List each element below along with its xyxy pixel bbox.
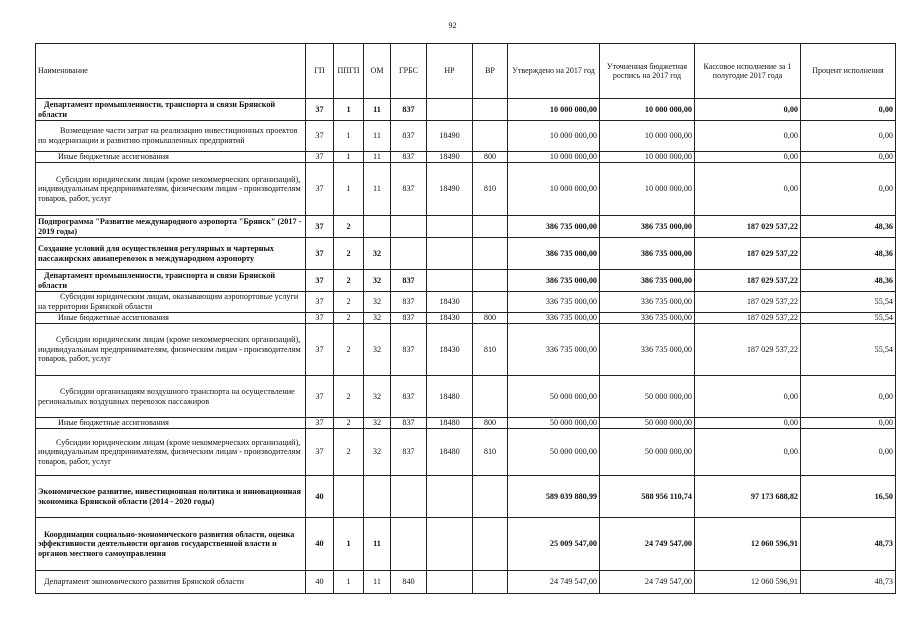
cell-om: 11 (364, 121, 391, 152)
page-number: 92 (448, 21, 457, 30)
header-vr: ВР (473, 44, 508, 99)
cell-gp: 40 (306, 571, 334, 594)
cell-nr (427, 238, 473, 270)
cell-vr (473, 571, 508, 594)
cell-percent: 0,00 (801, 152, 896, 163)
cell-ppgp (334, 476, 364, 518)
cell-vr (473, 238, 508, 270)
cell-grbs: 837 (391, 313, 427, 324)
cell-name: Субсидии организациям воздушного транспорта на осуществление региональных воздушных перевозок пассажиров (36, 376, 306, 418)
cell-om: 11 (364, 518, 391, 571)
cell-percent: 0,00 (801, 376, 896, 418)
table-row (36, 571, 896, 594)
table-row (36, 216, 896, 238)
cell-name: Субсидии юридическим лицам (кроме некоммерческих организаций), индивидуальным предпринимателям, физическим лицам - производителям товаров, работ, услуг (36, 163, 306, 216)
cell-cash: 187 029 537,22 (695, 238, 801, 270)
cell-cash: 0,00 (695, 429, 801, 476)
header-approved: Утверждено на 2017 год (508, 44, 600, 99)
table-row (36, 121, 896, 152)
cell-refined: 10 000 000,00 (600, 152, 695, 163)
cell-percent: 48,36 (801, 238, 896, 270)
cell-ppgp: 1 (334, 571, 364, 594)
cell-nr: 18490 (427, 121, 473, 152)
cell-nr: 18480 (427, 418, 473, 429)
cell-cash: 187 029 537,22 (695, 313, 801, 324)
cell-cash: 0,00 (695, 152, 801, 163)
cell-percent: 0,00 (801, 163, 896, 216)
cell-approved: 50 000 000,00 (508, 376, 600, 418)
cell-om: 11 (364, 163, 391, 216)
cell-grbs: 837 (391, 270, 427, 292)
cell-cash: 0,00 (695, 418, 801, 429)
cell-percent: 48,73 (801, 571, 896, 594)
table-row (36, 418, 896, 429)
cell-ppgp: 2 (334, 418, 364, 429)
cell-gp: 37 (306, 313, 334, 324)
cell-percent: 48,36 (801, 270, 896, 292)
table-row (36, 376, 896, 418)
cell-refined: 24 749 547,00 (600, 518, 695, 571)
cell-grbs (391, 216, 427, 238)
cell-refined: 336 735 000,00 (600, 292, 695, 313)
cell-name: Подпрограмма "Развитие международного аэропорта "Брянск" (2017 - 2019 годы) (36, 216, 306, 238)
cell-om (364, 476, 391, 518)
cell-refined: 10 000 000,00 (600, 99, 695, 121)
cell-ppgp: 1 (334, 163, 364, 216)
cell-grbs (391, 518, 427, 571)
cell-refined: 50 000 000,00 (600, 418, 695, 429)
table-row (36, 163, 896, 216)
header-nr: НР (427, 44, 473, 99)
cell-ppgp: 1 (334, 121, 364, 152)
cell-vr: 800 (473, 152, 508, 163)
cell-nr: 18490 (427, 163, 473, 216)
cell-grbs: 837 (391, 152, 427, 163)
cell-om: 32 (364, 376, 391, 418)
cell-om: 32 (364, 429, 391, 476)
cell-approved: 24 749 547,00 (508, 571, 600, 594)
table-row (36, 238, 896, 270)
cell-gp: 40 (306, 476, 334, 518)
cell-om: 32 (364, 270, 391, 292)
cell-om (364, 216, 391, 238)
cell-cash: 97 173 688,82 (695, 476, 801, 518)
cell-approved: 50 000 000,00 (508, 429, 600, 476)
cell-nr (427, 270, 473, 292)
table-row (36, 313, 896, 324)
cell-refined: 336 735 000,00 (600, 313, 695, 324)
cell-vr (473, 292, 508, 313)
cell-grbs: 837 (391, 163, 427, 216)
cell-name: Иные бюджетные ассигнования (36, 152, 306, 163)
cell-refined: 386 735 000,00 (600, 238, 695, 270)
cell-vr: 810 (473, 163, 508, 216)
cell-approved: 50 000 000,00 (508, 418, 600, 429)
table-row (36, 270, 896, 292)
cell-ppgp: 2 (334, 292, 364, 313)
header-name: Наименование (36, 44, 306, 99)
cell-vr (473, 99, 508, 121)
cell-grbs: 837 (391, 429, 427, 476)
table-row (36, 324, 896, 376)
cell-om: 32 (364, 418, 391, 429)
cell-approved: 10 000 000,00 (508, 152, 600, 163)
cell-nr: 18480 (427, 376, 473, 418)
cell-om: 11 (364, 152, 391, 163)
cell-approved: 386 735 000,00 (508, 238, 600, 270)
cell-refined: 588 956 110,74 (600, 476, 695, 518)
cell-vr: 810 (473, 429, 508, 476)
cell-vr: 800 (473, 418, 508, 429)
header-refined: Уточненная бюджетная роспись на 2017 год (600, 44, 695, 99)
cell-cash: 0,00 (695, 121, 801, 152)
cell-cash: 187 029 537,22 (695, 292, 801, 313)
cell-name: Департамент промышленности, транспорта и связи Брянской области (36, 99, 306, 121)
cell-om: 11 (364, 571, 391, 594)
cell-approved: 10 000 000,00 (508, 99, 600, 121)
cell-nr: 18430 (427, 313, 473, 324)
cell-nr (427, 571, 473, 594)
cell-nr: 18430 (427, 292, 473, 313)
cell-grbs: 840 (391, 571, 427, 594)
cell-gp: 37 (306, 270, 334, 292)
cell-refined: 386 735 000,00 (600, 270, 695, 292)
table-row (36, 429, 896, 476)
table-header-row (36, 44, 896, 99)
header-percent: Процент исполнения (801, 44, 896, 99)
cell-refined: 50 000 000,00 (600, 376, 695, 418)
cell-grbs: 837 (391, 418, 427, 429)
cell-cash: 0,00 (695, 163, 801, 216)
cell-nr: 18490 (427, 152, 473, 163)
cell-ppgp: 2 (334, 313, 364, 324)
cell-ppgp: 2 (334, 429, 364, 476)
cell-ppgp: 2 (334, 324, 364, 376)
cell-cash: 0,00 (695, 99, 801, 121)
cell-gp: 37 (306, 429, 334, 476)
cell-gp: 37 (306, 163, 334, 216)
cell-percent: 16,50 (801, 476, 896, 518)
cell-ppgp: 1 (334, 152, 364, 163)
table-row (36, 292, 896, 313)
cell-percent: 0,00 (801, 99, 896, 121)
cell-nr (427, 476, 473, 518)
cell-om: 32 (364, 324, 391, 376)
cell-gp: 37 (306, 324, 334, 376)
cell-gp: 37 (306, 121, 334, 152)
cell-name: Субсидии юридическим лицам, оказывающим аэропортовые услуги на территории Брянской области (36, 292, 306, 313)
cell-cash: 0,00 (695, 376, 801, 418)
cell-refined: 24 749 547,00 (600, 571, 695, 594)
cell-vr (473, 121, 508, 152)
cell-grbs: 837 (391, 376, 427, 418)
cell-nr (427, 518, 473, 571)
cell-name: Субсидии юридическим лицам (кроме некоммерческих организаций), индивидуальным предпринимателям, физическим лицам - производителям товаров, работ, услуг (36, 324, 306, 376)
cell-name: Создание условий для осуществления регулярных и чартерных пассажирских авиаперевозок в международном аэропорту (36, 238, 306, 270)
cell-name: Субсидии юридическим лицам (кроме некоммерческих организаций), индивидуальным предпринимателям, физическим лицам - производителям товаров, работ, услуг (36, 429, 306, 476)
cell-percent: 55,54 (801, 324, 896, 376)
cell-vr: 800 (473, 313, 508, 324)
cell-refined: 10 000 000,00 (600, 121, 695, 152)
cell-om: 32 (364, 313, 391, 324)
cell-vr: 810 (473, 324, 508, 376)
cell-ppgp: 2 (334, 238, 364, 270)
cell-gp: 37 (306, 216, 334, 238)
cell-nr: 18430 (427, 324, 473, 376)
cell-nr: 18480 (427, 429, 473, 476)
cell-gp: 37 (306, 418, 334, 429)
cell-percent: 0,00 (801, 121, 896, 152)
cell-approved: 10 000 000,00 (508, 121, 600, 152)
cell-approved: 336 735 000,00 (508, 324, 600, 376)
cell-grbs: 837 (391, 121, 427, 152)
cell-name: Иные бюджетные ассигнования (36, 313, 306, 324)
cell-gp: 37 (306, 376, 334, 418)
cell-percent: 48,36 (801, 216, 896, 238)
cell-grbs: 837 (391, 99, 427, 121)
cell-gp: 37 (306, 99, 334, 121)
cell-percent: 0,00 (801, 418, 896, 429)
table-row (36, 476, 896, 518)
cell-refined: 50 000 000,00 (600, 429, 695, 476)
table-row (36, 152, 896, 163)
cell-vr (473, 216, 508, 238)
cell-cash: 187 029 537,22 (695, 270, 801, 292)
cell-gp: 37 (306, 238, 334, 270)
cell-grbs (391, 476, 427, 518)
cell-gp: 37 (306, 152, 334, 163)
cell-vr (473, 518, 508, 571)
cell-om: 32 (364, 238, 391, 270)
cell-name: Экономическое развитие, инвестиционная политика и инновационная экономика Брянской области (2014 - 2020 годы) (36, 476, 306, 518)
cell-refined: 386 735 000,00 (600, 216, 695, 238)
cell-om: 11 (364, 99, 391, 121)
cell-approved: 386 735 000,00 (508, 216, 600, 238)
cell-name: Департамент экономического развития Брянской области (36, 571, 306, 594)
cell-vr (473, 476, 508, 518)
cell-cash: 12 060 596,91 (695, 518, 801, 571)
cell-nr (427, 99, 473, 121)
cell-cash: 187 029 537,22 (695, 324, 801, 376)
cell-grbs (391, 238, 427, 270)
cell-nr (427, 216, 473, 238)
cell-grbs: 837 (391, 292, 427, 313)
header-gp: ГП (306, 44, 334, 99)
cell-ppgp: 2 (334, 270, 364, 292)
budget-table (35, 43, 896, 594)
cell-vr (473, 376, 508, 418)
table-row (36, 99, 896, 121)
cell-gp: 40 (306, 518, 334, 571)
cell-approved: 386 735 000,00 (508, 270, 600, 292)
cell-name: Возмещение части затрат на реализацию инвестиционных проектов по модернизации и развитию промышленных предприятий (36, 121, 306, 152)
cell-approved: 10 000 000,00 (508, 163, 600, 216)
cell-approved: 589 039 880,99 (508, 476, 600, 518)
header-om: ОМ (364, 44, 391, 99)
cell-cash: 187 029 537,22 (695, 216, 801, 238)
cell-approved: 25 009 547,00 (508, 518, 600, 571)
cell-name: Департамент промышленности, транспорта и связи Брянской области (36, 270, 306, 292)
cell-ppgp: 2 (334, 376, 364, 418)
cell-name: Иные бюджетные ассигнования (36, 418, 306, 429)
cell-name: Координация социально-экономического развития области, оценка эффективности деятельности органов государственной власти и органов местного самоуправления (36, 518, 306, 571)
cell-vr (473, 270, 508, 292)
cell-ppgp: 1 (334, 99, 364, 121)
cell-percent: 55,54 (801, 292, 896, 313)
header-cash: Кассовое исполнение за 1 полугодие 2017 года (695, 44, 801, 99)
cell-ppgp: 1 (334, 518, 364, 571)
cell-percent: 48,73 (801, 518, 896, 571)
table-row (36, 518, 896, 571)
cell-ppgp: 2 (334, 216, 364, 238)
cell-percent: 0,00 (801, 429, 896, 476)
header-ppgp: ППГП (334, 44, 364, 99)
cell-refined: 10 000 000,00 (600, 163, 695, 216)
cell-gp: 37 (306, 292, 334, 313)
cell-grbs: 837 (391, 324, 427, 376)
cell-approved: 336 735 000,00 (508, 313, 600, 324)
cell-refined: 336 735 000,00 (600, 324, 695, 376)
cell-om: 32 (364, 292, 391, 313)
header-grbs: ГРБС (391, 44, 427, 99)
cell-approved: 336 735 000,00 (508, 292, 600, 313)
cell-cash: 12 060 596,91 (695, 571, 801, 594)
cell-percent: 55,54 (801, 313, 896, 324)
